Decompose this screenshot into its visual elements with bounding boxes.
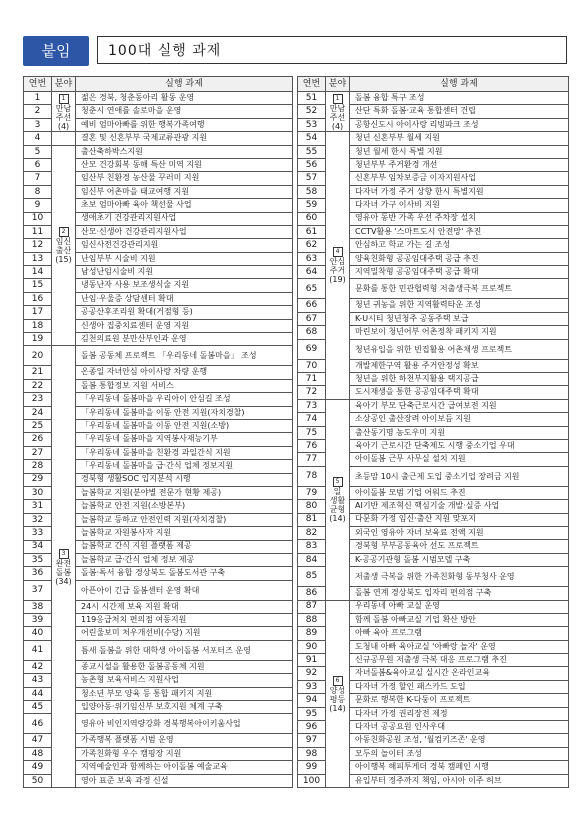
task-number: 36: [24, 567, 52, 580]
category-name: 안심: [329, 257, 346, 267]
category-name: 주선: [329, 112, 346, 122]
task-name: 육아기 부모 단축근로시간 급여보전 지원: [350, 399, 569, 412]
task-number: 32: [24, 513, 52, 526]
category-name: 완전: [55, 558, 72, 568]
task-number: 48: [24, 747, 52, 760]
task-name: 육아기 근로시간 단축제도 시행 중소기업 우대: [350, 439, 569, 452]
task-name: 늘봄학교 자원봉사자 지원: [76, 527, 293, 540]
task-number: 52: [298, 105, 326, 118]
task-number: 62: [298, 239, 326, 252]
task-number: 37: [24, 580, 52, 600]
category-cell: [326, 399, 350, 600]
task-number: 70: [298, 359, 326, 372]
task-name: 「우리동네 돌봄마을 친환경 과일간식 지원: [76, 446, 293, 459]
category-index: 3: [59, 549, 69, 559]
category-name: 일: [333, 487, 342, 497]
task-number: 26: [24, 433, 52, 446]
task-number: 38: [24, 600, 52, 613]
task-number: 4: [24, 132, 52, 145]
task-name: 초등맘 10시 출근제 도입 중소기업 장려금 지원: [350, 466, 569, 486]
task-number: 24: [24, 406, 52, 419]
task-number: 98: [298, 747, 326, 760]
task-number: 83: [298, 540, 326, 553]
task-number: 54: [298, 132, 326, 145]
category-count: (14): [329, 514, 346, 524]
task-number: 12: [24, 239, 52, 252]
category-name: 생활: [329, 496, 346, 506]
task-number: 53: [298, 118, 326, 131]
task-name: 함께 돌봄 아빠교실 기업 확산 방안: [350, 613, 569, 626]
task-number: 94: [298, 694, 326, 707]
task-number: 96: [298, 721, 326, 734]
task-name: AI기반 제조혁신 핵심기술 개발·실증 사업: [350, 500, 569, 513]
task-name: 청춘시 연애를 솔로마을 운영: [76, 105, 293, 118]
task-name: 늘봄학교 급·간식 업체 정보 제공: [76, 553, 293, 566]
task-number: 33: [24, 527, 52, 540]
task-number: 90: [298, 640, 326, 653]
task-number: 85: [298, 567, 326, 587]
task-name: 임산부 친환경 농산물 꾸러미 지원: [76, 172, 293, 185]
category-cell: [52, 92, 76, 132]
task-name: 틈새 돌봄을 위한 대학생 아이돌봄 서포터즈 운영: [76, 640, 293, 660]
task-number: 88: [298, 613, 326, 626]
attachment-badge: 붙임: [23, 36, 89, 66]
task-name: 돌봄 통합정보 지원 서비스: [76, 379, 293, 392]
task-name: 다문화 가정 임신·출산 지원 맞포지: [350, 513, 569, 526]
task-number: 66: [298, 299, 326, 312]
task-number: 21: [24, 366, 52, 379]
task-number: 93: [298, 680, 326, 693]
task-name: 아이돌봄 모범 기업 어워드 추진: [350, 486, 569, 499]
task-name: 119응급처치 편의점 여동지원: [76, 614, 293, 627]
task-name: 다자녀 가구 이사비 지원: [350, 199, 569, 212]
task-name: 초보 엄마아빠 육아 책선물 사업: [76, 199, 293, 212]
task-name: 「우리동네 돌봄마을 지역봉사재능기부: [76, 433, 293, 446]
task-number: 71: [298, 373, 326, 386]
task-name: 「우리동네 돌봄마을 급·간식 업체 정보지원: [76, 460, 293, 473]
task-number: 27: [24, 446, 52, 459]
page-title: 100대 실행 과제: [97, 36, 567, 64]
task-number: 44: [24, 687, 52, 700]
category-index: 1: [333, 94, 343, 104]
task-number: 60: [298, 212, 326, 225]
task-number: 64: [298, 266, 326, 279]
task-number: 9: [24, 199, 52, 212]
task-number: 95: [298, 707, 326, 720]
task-number: 67: [298, 312, 326, 325]
task-name: 청년 신혼부부 월세 지원: [350, 132, 569, 145]
task-number: 72: [298, 386, 326, 399]
task-name: 아이돌봄 근무 사무실 설치 지원: [350, 453, 569, 466]
task-name: 우리동네 아빠 교실 운영: [350, 600, 569, 613]
category-name: 출산: [55, 246, 72, 256]
task-number: 17: [24, 306, 52, 319]
task-name: 젊은 경북, 청춘동아리 활동 운영: [76, 92, 293, 105]
task-number: 82: [298, 526, 326, 539]
task-name: 임신사전건강관리지원: [76, 239, 293, 252]
table-row: [24, 92, 293, 105]
task-name: 결혼 및 신혼부부 국제교류관광 지원: [76, 132, 293, 145]
task-name: 가족행복 플랫폼 시범 운영: [76, 734, 293, 747]
task-number: 35: [24, 553, 52, 566]
task-number: 3: [24, 118, 52, 131]
category-name: 돌봄: [55, 567, 72, 577]
category-index: 5: [333, 477, 343, 487]
task-number: 42: [24, 660, 52, 673]
task-number: 51: [298, 92, 326, 105]
table-row: [298, 132, 569, 145]
task-name: 산모 건강회복 동해 특산 미역 지원: [76, 158, 293, 171]
task-number: 58: [298, 185, 326, 198]
task-number: 43: [24, 674, 52, 687]
task-name: 산모·신생아 건강관리지원사업: [76, 225, 293, 238]
task-number: 76: [298, 439, 326, 452]
task-name: 안심하고 학교 가는 길 조성: [350, 239, 569, 252]
task-number: 16: [24, 292, 52, 305]
col-no: 연번: [298, 77, 326, 92]
task-number: 8: [24, 185, 52, 198]
task-number: 55: [298, 145, 326, 158]
category-name: 주거: [329, 266, 346, 276]
table-row: [24, 346, 293, 366]
task-name: 다자녀 가정 권리장전 제정: [350, 707, 569, 720]
category-cell-empty: [52, 132, 76, 145]
task-name: 「우리동네 돌봄마을 이동 안전 지원(소방): [76, 419, 293, 432]
task-name: 청년 월세 한시 특별 지원: [350, 145, 569, 158]
task-name: 청소년 부모 양육 등 통합 패키지 지원: [76, 687, 293, 700]
task-name: 지역예술인과 함께하는 아이돌봄 예술교육: [76, 761, 293, 774]
task-number: 25: [24, 419, 52, 432]
task-number: 29: [24, 473, 52, 486]
task-name: 입양아동·위기임신부 보호지원 체계 구축: [76, 701, 293, 714]
task-number: 84: [298, 553, 326, 566]
category-name: 평등: [329, 694, 346, 704]
task-number: 40: [24, 627, 52, 640]
category-name: 만남: [55, 103, 72, 113]
category-cell: [326, 92, 350, 132]
task-name: 모두의 놀이터 조성: [350, 747, 569, 760]
task-number: 46: [24, 714, 52, 734]
task-number: 73: [298, 399, 326, 412]
task-name: 「우리동네 돌봄마을 이동 안전 지원(자치경찰): [76, 406, 293, 419]
category-count: (4): [57, 121, 70, 131]
col-task: 실행 과제: [350, 77, 569, 92]
task-number: 7: [24, 172, 52, 185]
table-row: [24, 145, 293, 158]
task-name: 늘봄학교 안전 지원(소방본부): [76, 500, 293, 513]
task-number: 77: [298, 453, 326, 466]
task-name: 생애초기 건강관리지원사업: [76, 212, 293, 225]
task-number: 1: [24, 92, 52, 105]
task-name: 저출생 극복을 위한 가족친화형 동부청사 운영: [350, 567, 569, 587]
task-number: 15: [24, 279, 52, 292]
task-name: 늘봄학교 간식 지원 플랫폼 제공: [76, 540, 293, 553]
task-number: 31: [24, 500, 52, 513]
task-number: 74: [298, 413, 326, 426]
task-number: 56: [298, 158, 326, 171]
task-name: 예비 엄마아빠를 위한 행복가족여행: [76, 118, 293, 131]
table-row: [298, 92, 569, 105]
task-number: 49: [24, 761, 52, 774]
task-name: 청년유입을 위한 빈집활용 어촌채생 프로젝트: [350, 339, 569, 359]
task-number: 59: [298, 199, 326, 212]
task-name: 마린보이 청년어부 어촌정착 패키지 지원: [350, 326, 569, 339]
task-name: 다자녀 가정 할인 패스카드 도입: [350, 680, 569, 693]
task-name: 남성난임시술비 지원: [76, 266, 293, 279]
category-count: (4): [331, 121, 344, 131]
task-name: 아이행복 해피투게더 경북 캠페인 시행: [350, 761, 569, 774]
table-row: [298, 399, 569, 412]
task-name: 지역밀착형 공공임대주택 공급 확대: [350, 266, 569, 279]
task-name: 김천의료원 분만산부인과 운영: [76, 333, 293, 346]
category-count: (34): [55, 576, 72, 586]
category-index: 4: [333, 247, 343, 257]
task-name: 개발제한구역 활용 주거안정성 확보: [350, 359, 569, 372]
task-number: 2: [24, 105, 52, 118]
task-name: 늘봄학교 지원(분야별 전문가 현황 제공): [76, 486, 293, 499]
task-number: 28: [24, 460, 52, 473]
task-number: 81: [298, 513, 326, 526]
task-name: 영유아 비인지역량강화 경북행복아이키움사업: [76, 714, 293, 734]
task-name: 난임·우울증 상담센터 확대: [76, 292, 293, 305]
task-name: 자녀돌봄&육아교실 실시간 온라인교육: [350, 667, 569, 680]
task-name: 난임부부 시술비 지원: [76, 252, 293, 265]
task-name: 유입부터 정주까지 책임, 아시아 이주 허브: [350, 774, 569, 787]
category-name: 주선: [55, 112, 72, 122]
task-name: 종교시설을 활용한 돌봄공동체 지원: [76, 660, 293, 673]
task-name: 임신부 어촌마을 태교여행 지원: [76, 185, 293, 198]
task-name: 「우리동네 돌봄마을 우리아이 안심길 조성: [76, 393, 293, 406]
task-name: 공공산후조리원 확대(거점형 등): [76, 306, 293, 319]
task-name: 외국인 영유아 자녀 보육료 전액 지원: [350, 526, 569, 539]
task-number: 23: [24, 393, 52, 406]
task-name: 영아 표준 보육 과정 신설: [76, 774, 293, 787]
category-name: 양성: [329, 685, 346, 695]
category-count: (19): [329, 275, 346, 285]
task-number: 63: [298, 252, 326, 265]
col-task: 실행 과제: [76, 77, 293, 92]
task-number: 14: [24, 266, 52, 279]
task-number: 57: [298, 172, 326, 185]
task-number: 86: [298, 587, 326, 600]
task-name: 다자녀 가정 주거 상향 한시 특별지원: [350, 185, 569, 198]
task-number: 30: [24, 486, 52, 499]
task-name: 돌봄 공동체 프로젝트 「우리동네 돌봄마을」 조성: [76, 346, 293, 366]
task-number: 39: [24, 614, 52, 627]
task-name: 경북형 생활SOC 입지분석 시행: [76, 473, 293, 486]
task-name: 경북형 부부공동육아 선도 프로젝트: [350, 540, 569, 553]
task-name: 어린울보미 처우개선비(수당) 지원: [76, 627, 293, 640]
task-number: 100: [298, 774, 326, 787]
task-name: 신규공무원 저출생 극복 대응 프로그램 추진: [350, 654, 569, 667]
task-name: 도시재생을 통한 공공임대주택 확대: [350, 386, 569, 399]
task-name: 청년을 위한 하천부지활용 택지공급: [350, 373, 569, 386]
category-count: (14): [329, 703, 346, 713]
task-name: 문화로 행복한 K-다둥이 프로젝트: [350, 694, 569, 707]
task-name: 온종일 자녀안심 아이사랑 차량 운행: [76, 366, 293, 379]
col-cat: 분야: [326, 77, 350, 92]
category-name: 균형: [329, 505, 346, 515]
task-number: 97: [298, 734, 326, 747]
task-name: 출산동기명 농도우미 지원: [350, 426, 569, 439]
task-name: 아동친화공원 조성, '월컴키즈존' 운영: [350, 734, 569, 747]
task-name: 도청내 아빠 육아교실 '아빠랑 놀자' 운영: [350, 640, 569, 653]
task-number: 61: [298, 225, 326, 238]
task-number: 6: [24, 158, 52, 171]
task-name: 농촌형 보육서비스 지원사업: [76, 674, 293, 687]
task-name: 늘봄학교 등하교 안전인력 지원(자치경찰): [76, 513, 293, 526]
task-name: 아빠 육아 프로그램: [350, 627, 569, 640]
category-index: 1: [59, 94, 69, 104]
task-name: 출산축하박스지원: [76, 145, 293, 158]
task-number: 18: [24, 319, 52, 332]
category-cell: [52, 145, 76, 346]
task-number: 10: [24, 212, 52, 225]
task-number: 13: [24, 252, 52, 265]
task-table-right: [297, 76, 569, 788]
task-name: 양육친화형 공공임대주택 공급 추진: [350, 252, 569, 265]
task-name: 신혼부부 임차보증금 이자지원사업: [350, 172, 569, 185]
task-name: 신생아 집중치료센터 운영 지원: [76, 319, 293, 332]
task-name: 산단 특화 돌봄·교육 통합센터 건립: [350, 105, 569, 118]
task-number: 22: [24, 379, 52, 392]
task-number: 87: [298, 600, 326, 613]
task-number: 69: [298, 339, 326, 359]
task-number: 47: [24, 734, 52, 747]
task-number: 11: [24, 225, 52, 238]
task-number: 91: [298, 654, 326, 667]
category-cell: [326, 132, 350, 400]
category-name: 임신: [55, 237, 72, 247]
task-number: 5: [24, 145, 52, 158]
category-index: 2: [59, 227, 69, 237]
task-number: 75: [298, 426, 326, 439]
category-index: 6: [333, 676, 343, 686]
task-number: 34: [24, 540, 52, 553]
task-number: 79: [298, 486, 326, 499]
task-number: 92: [298, 667, 326, 680]
task-number: 65: [298, 279, 326, 299]
task-name: 다자녀 공공요원 인사우대: [350, 721, 569, 734]
category-name: 만남: [329, 103, 346, 113]
task-name: 아픈아이 긴급 돌봄센터 운영 확대: [76, 580, 293, 600]
category-cell: [326, 600, 350, 787]
task-number: 50: [24, 774, 52, 787]
task-name: K-U시티 청년청주 공동주택 보급: [350, 312, 569, 325]
task-name: CCTV활용 '스마트도시 안전망' 추진: [350, 225, 569, 238]
task-name: 영유아 동반 가족 우선 주차장 설치: [350, 212, 569, 225]
table-row: [24, 132, 293, 145]
task-name: 돌봄·독서 융합 경상북도 돌봄도서관 구축: [76, 567, 293, 580]
task-name: 24시 시간제 보육 지원 확대: [76, 600, 293, 613]
task-number: 99: [298, 761, 326, 774]
col-no: 연번: [24, 77, 52, 92]
task-name: K-공공기관형 돌봄 시범모델 구축: [350, 553, 569, 566]
task-number: 20: [24, 346, 52, 366]
category-count: (15): [55, 255, 72, 265]
category-cell: [52, 346, 76, 788]
task-number: 78: [298, 466, 326, 486]
task-name: 소상공인 출산장려 아이보듬 지원: [350, 413, 569, 426]
task-name: 돌봄 융합 특구 조성: [350, 92, 569, 105]
task-name: 문화를 통한 민관협력형 저출생극복 프로젝트: [350, 279, 569, 299]
col-cat: 분야: [52, 77, 76, 92]
task-number: 45: [24, 701, 52, 714]
task-name: 공항신도시 아이사랑 리빙파크 조성: [350, 118, 569, 131]
task-number: 68: [298, 326, 326, 339]
header: [23, 36, 569, 66]
task-table-left: [23, 76, 293, 788]
task-name: 가족친화형 우수 캠핑장 지원: [76, 747, 293, 760]
task-name: 돌봄 연계 경상북도 입자리 편의점 구축: [350, 587, 569, 600]
task-name: 냉동난자 사용 보조생식술 지원: [76, 279, 293, 292]
task-number: 41: [24, 640, 52, 660]
task-number: 80: [298, 500, 326, 513]
task-name: 청년부부 주거환경 개선: [350, 158, 569, 171]
task-name: 청년 귀농을 위한 지역활력타운 조성: [350, 299, 569, 312]
task-number: 89: [298, 627, 326, 640]
table-row: [298, 600, 569, 613]
task-number: 19: [24, 333, 52, 346]
